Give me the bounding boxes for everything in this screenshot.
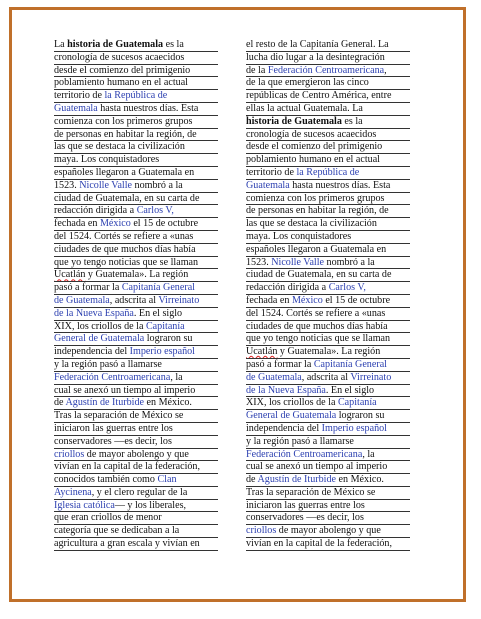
text-run: hasta nuestros días. Esta bbox=[289, 179, 391, 191]
text-run: XIX, los criollos de la bbox=[246, 397, 338, 409]
text-line bbox=[246, 449, 410, 462]
inline-link[interactable]: Nicolle Valle bbox=[271, 256, 325, 268]
inline-link[interactable]: Virreinato bbox=[350, 371, 392, 383]
text-run: hasta nuestros días. Esta bbox=[97, 102, 199, 114]
text-line bbox=[54, 410, 218, 423]
text-line bbox=[54, 90, 218, 103]
text-run: pasó a formar la bbox=[54, 282, 122, 294]
text-line bbox=[54, 244, 218, 257]
text-run: conservadores —es decir, los bbox=[246, 512, 364, 524]
text-line bbox=[246, 282, 410, 295]
text-run: las que se destaca la civilización bbox=[246, 218, 377, 230]
text-line bbox=[54, 154, 218, 167]
text-line bbox=[54, 103, 218, 116]
inline-link[interactable]: Capitanía General bbox=[121, 282, 195, 294]
text-run: españoles llegaron a Guatemala en bbox=[246, 243, 387, 255]
text-run: que yo tengo noticias que se llaman bbox=[54, 256, 199, 268]
text-run: fechada en bbox=[54, 218, 100, 230]
text-run: maya. Los conquistadores bbox=[246, 230, 352, 242]
text-run: de mayor abolengo y que bbox=[84, 448, 189, 460]
text-run: iniciaron las guerras entre los bbox=[54, 422, 173, 434]
text-run: el 15 de octubre bbox=[322, 294, 391, 306]
text-run: que yo tengo noticias que se llaman bbox=[246, 333, 391, 345]
text-column-right bbox=[246, 39, 410, 551]
text-line bbox=[246, 372, 410, 385]
text-run: , adscrita al bbox=[301, 371, 351, 383]
text-run: 1523. bbox=[54, 179, 80, 191]
bold-term: historia de Guatemala bbox=[246, 115, 342, 127]
inline-link[interactable]: de Guatemala bbox=[246, 371, 302, 383]
text-run: nombró a la bbox=[324, 256, 375, 268]
text-line bbox=[54, 269, 218, 282]
inline-link[interactable]: Carlos V, bbox=[328, 282, 366, 294]
text-run: y Guatemala». La región bbox=[85, 269, 189, 281]
text-line bbox=[54, 474, 218, 487]
text-run: las que se destaca la civilización bbox=[54, 141, 185, 153]
text-run: nombró a la bbox=[132, 179, 183, 191]
inline-link[interactable]: Iglesia católica bbox=[54, 499, 115, 511]
text-line bbox=[54, 500, 218, 513]
text-run: de bbox=[54, 397, 66, 409]
misspelled-word: Ucatlán bbox=[246, 346, 278, 358]
inline-link[interactable]: la República de bbox=[104, 90, 168, 102]
text-run: , bbox=[384, 64, 387, 76]
text-line bbox=[246, 77, 410, 90]
text-line bbox=[246, 346, 410, 359]
text-run: vivían en la capital de la federación, bbox=[54, 461, 201, 473]
text-line bbox=[246, 52, 410, 65]
text-line bbox=[54, 129, 218, 142]
text-line bbox=[246, 359, 410, 372]
inline-link[interactable]: Carlos V, bbox=[136, 205, 174, 217]
text-run: ciudades de que muchos días había bbox=[246, 320, 388, 332]
text-run: cual se anexó un tiempo al imperio bbox=[54, 384, 196, 396]
text-line bbox=[54, 461, 218, 474]
inline-link[interactable]: General de Guatemala bbox=[246, 410, 337, 422]
text-line bbox=[54, 282, 218, 295]
text-run: agricultura a gran escala y vivían en bbox=[54, 538, 200, 550]
text-line bbox=[246, 103, 410, 116]
text-line bbox=[246, 333, 410, 346]
text-run: en México. bbox=[144, 397, 192, 409]
text-run: repúblicas de Centro América, entre bbox=[246, 90, 392, 102]
text-run: . En el siglo bbox=[325, 384, 375, 396]
misspelled-word: Ucatlán bbox=[54, 269, 86, 281]
text-run: , la bbox=[170, 371, 183, 383]
inline-link[interactable]: Guatemala bbox=[54, 102, 98, 114]
text-run: Tras la separación de México se bbox=[246, 486, 376, 498]
text-line bbox=[54, 257, 218, 270]
text-run: iniciaron las guerras entre los bbox=[246, 499, 365, 511]
text-run: . En el siglo bbox=[133, 307, 183, 319]
text-line bbox=[54, 308, 218, 321]
inline-link[interactable]: criollos bbox=[54, 448, 85, 460]
text-line bbox=[54, 449, 218, 462]
text-line bbox=[54, 372, 218, 385]
text-run: conservadores —es decir, los bbox=[54, 435, 172, 447]
text-run: conocidos también como bbox=[54, 474, 158, 486]
text-line bbox=[54, 141, 218, 154]
text-line bbox=[54, 359, 218, 372]
text-run: maya. Los conquistadores bbox=[54, 154, 160, 166]
text-run: cronología de sucesos acaecidos bbox=[246, 128, 377, 140]
text-run: ciudades de que muchos días había bbox=[54, 243, 196, 255]
text-line bbox=[54, 423, 218, 436]
text-line bbox=[246, 65, 410, 78]
text-run: ciudad de Guatemala, en su carta de bbox=[54, 192, 200, 204]
text-line bbox=[54, 397, 218, 410]
text-run: el resto de la Capitanía General. La bbox=[246, 39, 389, 50]
text-line bbox=[246, 141, 410, 154]
text-run: territorio de bbox=[246, 166, 297, 178]
text-line bbox=[54, 180, 218, 193]
text-run: del 1524. Cortés se refiere a «unas bbox=[54, 230, 194, 242]
text-run: La bbox=[54, 39, 68, 50]
text-run: Tras la separación de México se bbox=[54, 410, 184, 422]
text-line bbox=[54, 193, 218, 206]
text-line bbox=[246, 410, 410, 423]
text-line bbox=[246, 385, 410, 398]
text-line bbox=[54, 525, 218, 538]
text-run: españoles llegaron a Guatemala en bbox=[54, 166, 195, 178]
text-run: de la bbox=[246, 64, 268, 76]
text-run: categoría que se dedicaban a la bbox=[54, 525, 180, 537]
text-column-left bbox=[54, 39, 218, 551]
text-line bbox=[246, 474, 410, 487]
text-line bbox=[54, 385, 218, 398]
text-run: desde el comienzo del primigenio bbox=[246, 141, 383, 153]
inline-link[interactable]: Capitanía bbox=[145, 320, 185, 332]
text-run: XIX, los criollos de la bbox=[54, 320, 146, 332]
text-line bbox=[246, 180, 410, 193]
text-run: 1523. bbox=[246, 256, 272, 268]
text-run: en México. bbox=[336, 474, 384, 486]
text-run: ciudad de Guatemala, en su carta de bbox=[246, 269, 392, 281]
text-line bbox=[246, 90, 410, 103]
text-line bbox=[246, 461, 410, 474]
text-line bbox=[54, 295, 218, 308]
text-run: poblamiento humano en el actual bbox=[246, 154, 380, 166]
text-line bbox=[54, 218, 218, 231]
text-run: desde el comienzo del primigenio bbox=[54, 64, 191, 76]
text-run: territorio de bbox=[54, 90, 105, 102]
text-line bbox=[246, 500, 410, 513]
inline-link[interactable]: de Guatemala bbox=[54, 294, 110, 306]
text-run: fechada en bbox=[246, 294, 292, 306]
text-line bbox=[54, 39, 218, 52]
inline-link[interactable]: Nicolle Valle bbox=[79, 179, 133, 191]
inline-link[interactable]: criollos bbox=[246, 525, 277, 537]
text-run: de personas en habitar la región, de bbox=[54, 128, 197, 140]
text-line bbox=[246, 525, 410, 538]
inline-link[interactable]: de la Nueva España bbox=[246, 384, 326, 396]
text-run: independencia del bbox=[54, 346, 130, 358]
text-run: de personas en habitar la región, de bbox=[246, 205, 389, 217]
text-run: de bbox=[246, 474, 258, 486]
text-run: , adscrita al bbox=[109, 294, 159, 306]
text-line bbox=[54, 77, 218, 90]
text-run: cronología de sucesos acaecidos bbox=[54, 51, 185, 63]
text-run: es la bbox=[341, 115, 363, 127]
text-run: y Guatemala». La región bbox=[277, 346, 381, 358]
text-line bbox=[246, 116, 410, 129]
inline-link[interactable]: Guatemala bbox=[246, 179, 290, 191]
text-line bbox=[54, 538, 218, 551]
text-line bbox=[54, 487, 218, 500]
text-run: — y los liberales, bbox=[114, 499, 187, 511]
bold-term: historia de Guatemala bbox=[67, 39, 164, 50]
inline-link[interactable]: de la Nueva España bbox=[54, 307, 134, 319]
text-run: es la bbox=[163, 39, 184, 50]
text-run: cual se anexó un tiempo al imperio bbox=[246, 461, 388, 473]
text-line bbox=[246, 321, 410, 334]
text-line bbox=[54, 167, 218, 180]
inline-link[interactable]: México bbox=[99, 218, 131, 230]
text-line bbox=[246, 512, 410, 525]
inline-link[interactable]: la República de bbox=[296, 166, 360, 178]
inline-link[interactable]: Agustín de Iturbide bbox=[257, 474, 336, 486]
inline-link[interactable]: Clan bbox=[157, 474, 177, 486]
text-run: ellas la actual Guatemala. La bbox=[246, 102, 363, 114]
text-run: poblamiento humano en el actual bbox=[54, 77, 188, 89]
text-run: vivían en la capital de la federación, bbox=[246, 538, 393, 550]
text-line bbox=[246, 436, 410, 449]
inline-link[interactable]: Capitanía bbox=[337, 397, 377, 409]
text-line bbox=[246, 269, 410, 282]
text-line bbox=[246, 193, 410, 206]
text-line bbox=[54, 65, 218, 78]
text-line bbox=[246, 167, 410, 180]
inline-link[interactable]: Capitanía General bbox=[313, 358, 387, 370]
text-run: , y el clero regular de la bbox=[91, 486, 188, 498]
text-line bbox=[54, 333, 218, 346]
inline-link[interactable]: México bbox=[291, 294, 323, 306]
text-line bbox=[246, 129, 410, 142]
inline-link[interactable]: Imperio español bbox=[129, 346, 195, 358]
text-line bbox=[246, 423, 410, 436]
text-line bbox=[246, 39, 410, 52]
text-line bbox=[246, 538, 410, 551]
text-line bbox=[246, 397, 410, 410]
text-run: independencia del bbox=[246, 422, 322, 434]
text-run: redacción dirigida a bbox=[246, 282, 329, 294]
text-run: comienza con los primeros grupos bbox=[246, 192, 385, 204]
inline-link[interactable]: Virreinato bbox=[158, 294, 200, 306]
text-line bbox=[246, 231, 410, 244]
text-run: y la región pasó a llamarse bbox=[54, 358, 162, 370]
text-line bbox=[246, 308, 410, 321]
text-run: redacción dirigida a bbox=[54, 205, 137, 217]
text-run: el 15 de octubre bbox=[130, 218, 199, 230]
text-run: , la bbox=[362, 448, 375, 460]
inline-link[interactable]: Imperio español bbox=[321, 422, 387, 434]
inline-link[interactable]: Aycinena bbox=[54, 486, 92, 498]
text-run: de la que emergieron las cinco bbox=[246, 77, 369, 89]
text-run: lucha dio lugar a la desintegración bbox=[246, 51, 385, 63]
text-line bbox=[246, 244, 410, 257]
text-run: que eran criollos de menor bbox=[54, 512, 162, 524]
text-line bbox=[246, 205, 410, 218]
text-line bbox=[54, 116, 218, 129]
inline-link[interactable]: Federación Centroamericana bbox=[267, 64, 385, 76]
text-line bbox=[54, 436, 218, 449]
inline-link[interactable]: Federación Centroamericana bbox=[246, 448, 363, 460]
inline-link[interactable]: Federación Centroamericana bbox=[54, 371, 171, 383]
text-run: de mayor abolengo y que bbox=[276, 525, 381, 537]
text-run: comienza con los primeros grupos bbox=[54, 115, 193, 127]
text-line bbox=[54, 205, 218, 218]
text-line bbox=[246, 257, 410, 270]
inline-link[interactable]: Agustín de Iturbide bbox=[65, 397, 144, 409]
text-run: pasó a formar la bbox=[246, 358, 314, 370]
text-line bbox=[54, 346, 218, 359]
text-line bbox=[54, 52, 218, 65]
inline-link[interactable]: General de Guatemala bbox=[54, 333, 145, 345]
text-run: lograron su bbox=[336, 410, 385, 422]
text-line bbox=[246, 154, 410, 167]
text-line bbox=[246, 487, 410, 500]
text-line bbox=[54, 231, 218, 244]
text-line bbox=[246, 218, 410, 231]
text-run: lograron su bbox=[144, 333, 193, 345]
text-run: y la región pasó a llamarse bbox=[246, 435, 354, 447]
text-line bbox=[54, 512, 218, 525]
text-line bbox=[54, 321, 218, 334]
text-line bbox=[246, 295, 410, 308]
text-run: del 1524. Cortés se refiere a «unas bbox=[246, 307, 386, 319]
